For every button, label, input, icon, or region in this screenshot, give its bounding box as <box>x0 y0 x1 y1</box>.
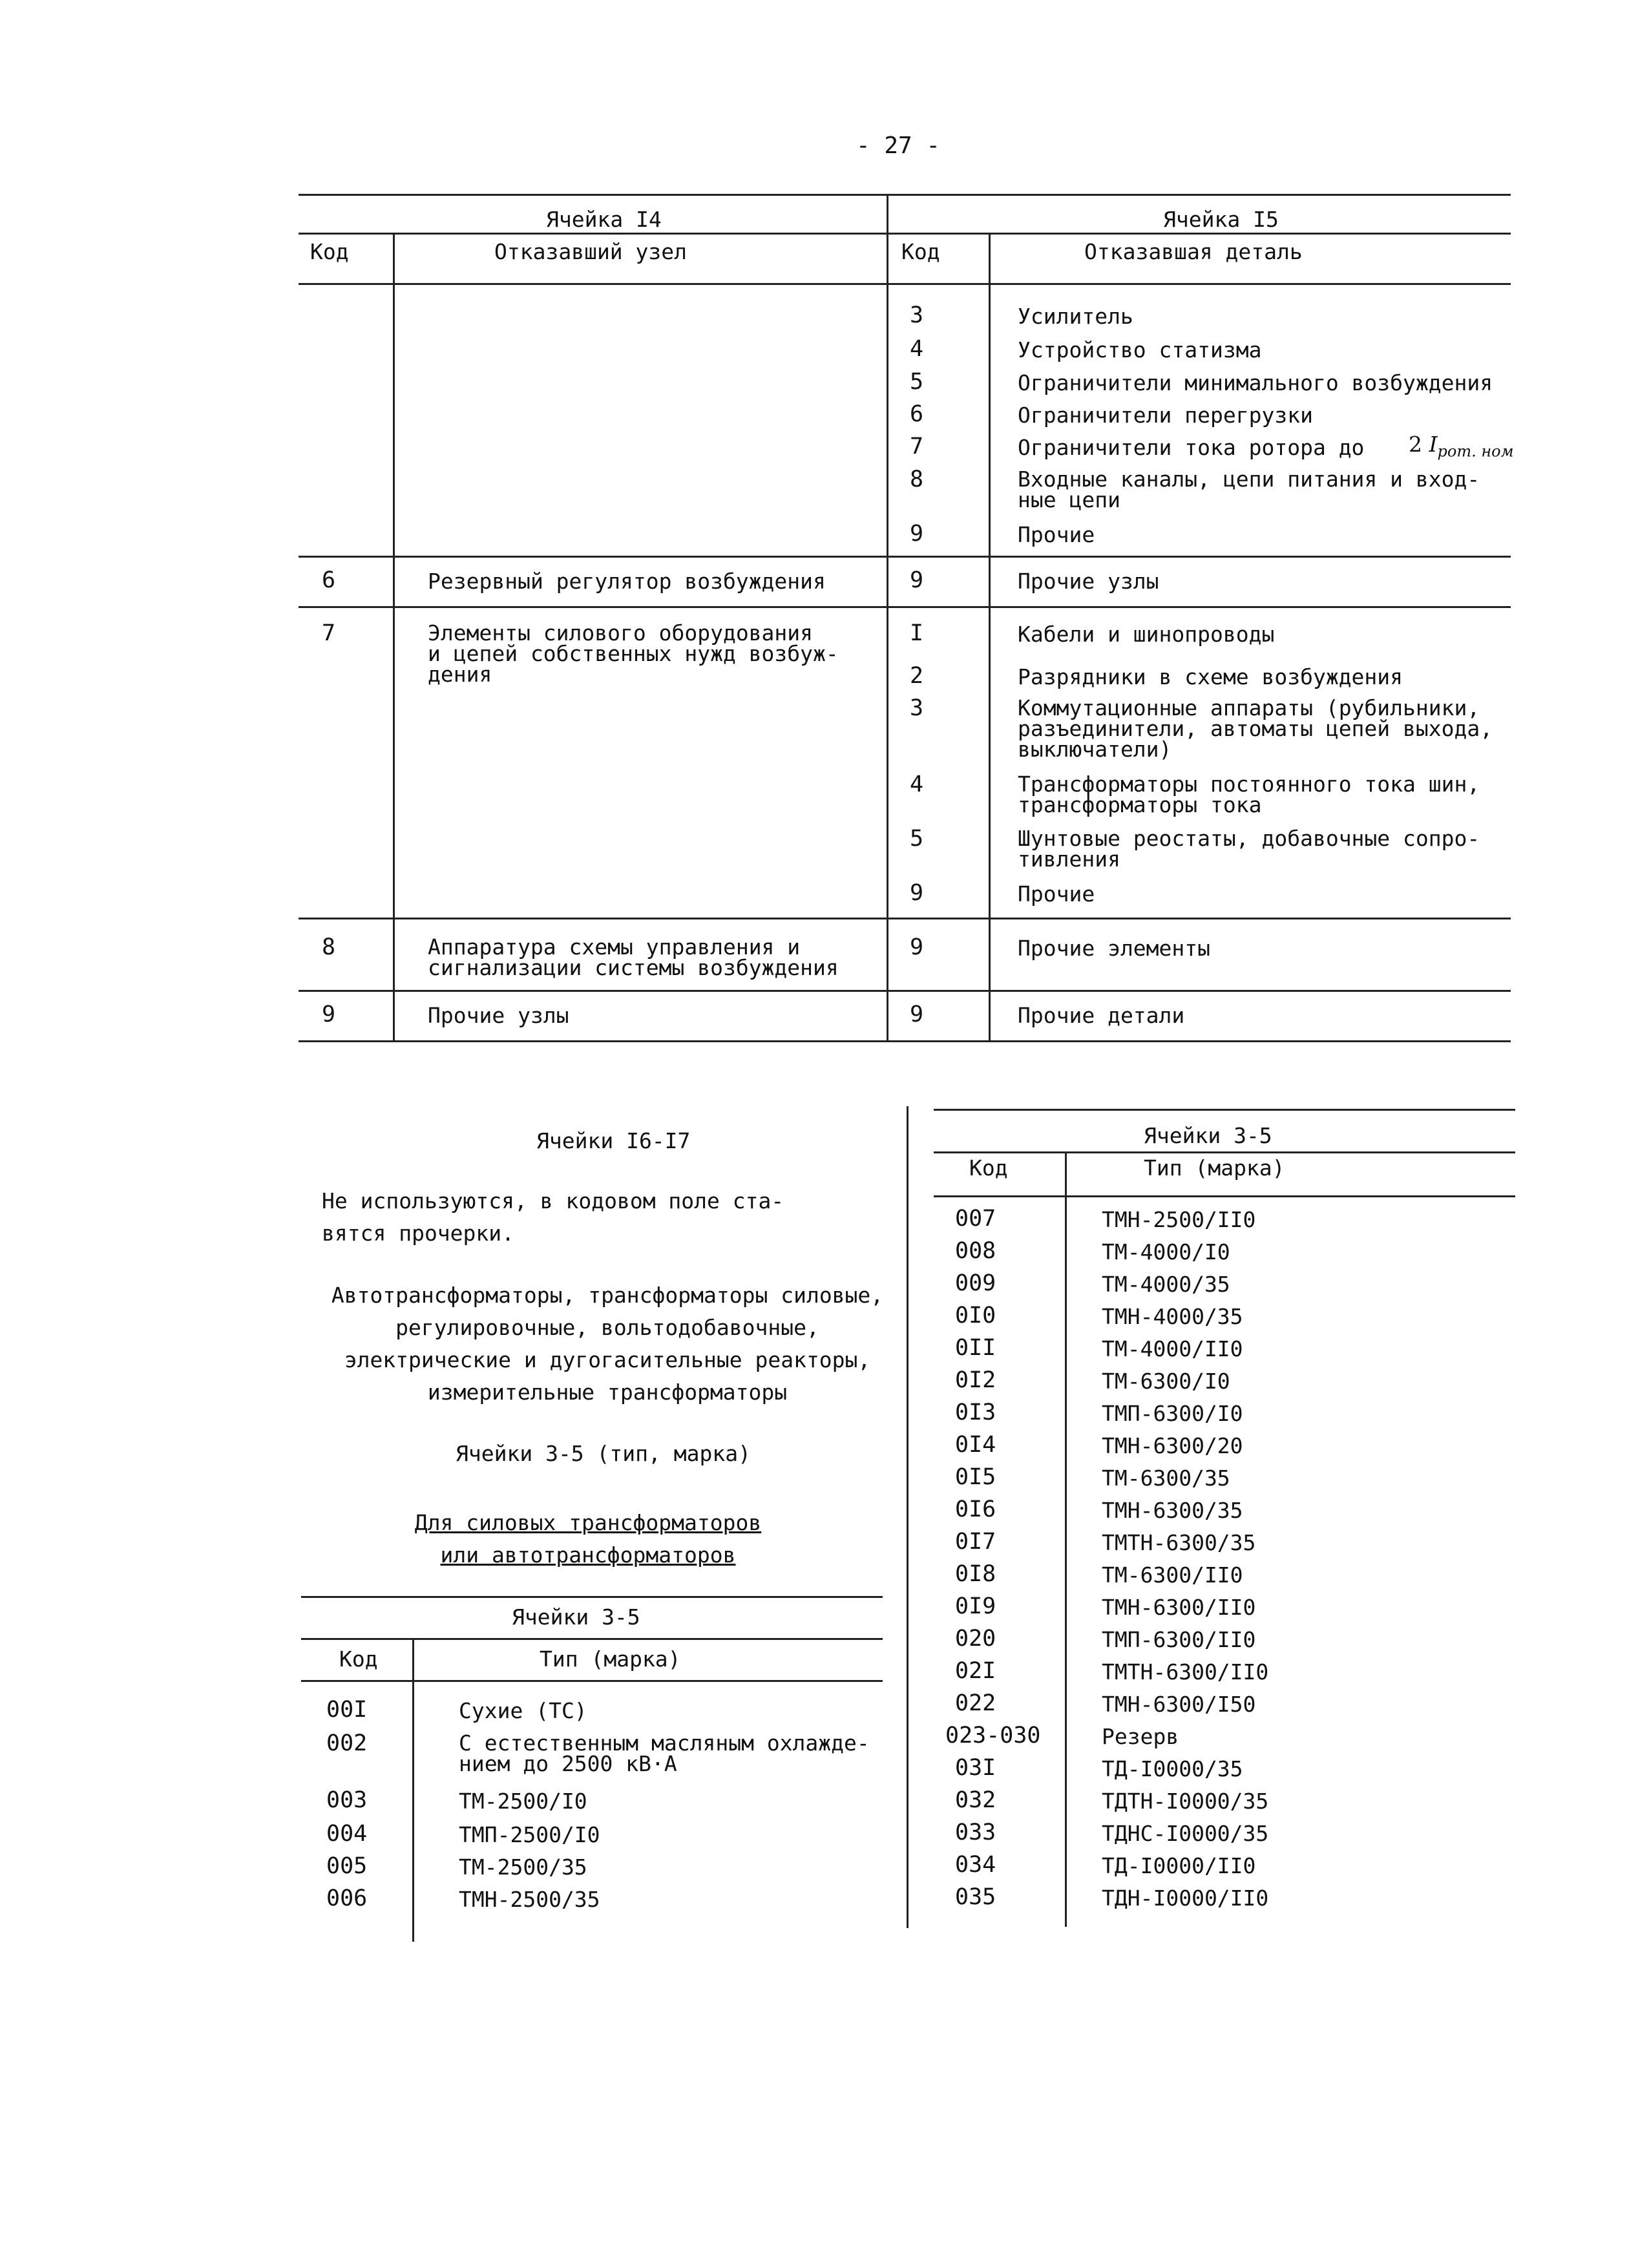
table1-subheader-rule-left <box>299 233 880 235</box>
table3-kod: 02I <box>955 1658 996 1684</box>
part-kod: I <box>910 620 924 646</box>
table3-kod: 032 <box>955 1787 996 1813</box>
table3-kod: 007 <box>955 1206 996 1232</box>
cells-3-5-type-title: Ячейки 3-5 (тип, марка) <box>456 1441 751 1466</box>
table1-col-kod2: Код <box>901 239 940 264</box>
table3-type: ТМН-6300/35 <box>1102 1498 1243 1523</box>
table3-kod: 008 <box>955 1238 996 1264</box>
table2-kod: 003 <box>326 1787 368 1813</box>
page-number: - 27 - <box>856 132 941 159</box>
part-kod: 7 <box>910 434 924 459</box>
table3-kod: 0I7 <box>955 1529 996 1555</box>
table1-top-rule <box>299 194 1511 196</box>
not-used-note: Не используются, в кодовом поле ста- вятся прочерки. <box>322 1188 784 1246</box>
table2-type: ТМ-2500/I0 <box>459 1789 587 1814</box>
table2-kod: 005 <box>326 1853 368 1879</box>
table3-col-type: Тип (марка) <box>1144 1155 1285 1181</box>
table1-row-rule <box>299 606 1511 608</box>
row-kod: 8 <box>322 934 336 960</box>
table3-top-rule <box>934 1109 1515 1111</box>
table1-col-kod: Код <box>310 239 349 264</box>
table3-kod: 020 <box>955 1626 996 1652</box>
table3-kod: 022 <box>955 1690 996 1716</box>
power-transformers-heading: Для силовых трансформаторов или автотрансформаторов <box>414 1510 762 1568</box>
table3-kod: 0I0 <box>955 1303 996 1328</box>
table3-kod: 034 <box>955 1852 996 1878</box>
table3-header: Ячейки 3-5 <box>1144 1123 1272 1148</box>
table3-type: ТМН-6300/I50 <box>1102 1692 1256 1717</box>
table3-type: ТМТН-6300/35 <box>1102 1530 1256 1555</box>
part-kod: 6 <box>910 401 924 427</box>
table3-type: ТМ-4000/35 <box>1102 1272 1230 1297</box>
table1-col-divider <box>393 233 395 1040</box>
part-kod: 4 <box>910 336 924 362</box>
table3-type: Резерв <box>1102 1724 1179 1749</box>
table1-row-rule <box>299 556 1511 558</box>
part-text: Кабели и шинопроводы <box>1018 622 1275 647</box>
table3-kod: 0I9 <box>955 1593 996 1619</box>
rotor-formula-sym: I <box>1429 432 1438 457</box>
table2-top-rule <box>301 1596 883 1598</box>
table1-header-left: Ячейка I4 <box>546 207 662 232</box>
rotor-current-formula <box>1409 433 1514 463</box>
part-kod: 8 <box>910 467 924 492</box>
table3-kod: 035 <box>955 1884 996 1910</box>
part-text: Ограничители минимального возбуждения <box>1018 370 1493 395</box>
part-text: Устройство статизма <box>1018 337 1262 362</box>
table2-header: Ячейки 3-5 <box>512 1604 640 1630</box>
part-text: Прочие <box>1018 522 1095 547</box>
table2-col-kod: Код <box>339 1646 378 1672</box>
column-separator <box>907 1106 909 1928</box>
table3-kod: 03I <box>955 1755 996 1781</box>
table3-kod: 009 <box>955 1270 996 1296</box>
table2-kod: 00I <box>326 1697 368 1723</box>
part-text: Прочие <box>1018 881 1095 907</box>
table3-type: ТМ-6300/35 <box>1102 1465 1230 1491</box>
table3-type: ТМН-6300/20 <box>1102 1433 1243 1458</box>
part-text: Разрядники в схеме возбуждения <box>1018 664 1403 689</box>
table1-col-part: Отказавшая деталь <box>1084 239 1303 264</box>
row-node: Аппаратура схемы управления и сигнализации системы возбуждения <box>428 934 839 980</box>
table2-subheader-rule <box>301 1638 883 1640</box>
table1-col-divider <box>989 233 991 1040</box>
table3-type: ТМН-2500/II0 <box>1102 1207 1256 1232</box>
part-kod: 5 <box>910 826 924 852</box>
part-text: Ограничители перегрузки <box>1018 403 1313 428</box>
cells-16-17-title: Ячейки I6-I7 <box>536 1128 691 1153</box>
table3-type: ТМ-6300/I0 <box>1102 1369 1230 1394</box>
table3-kod: 0I4 <box>955 1432 996 1458</box>
table3-kod: 0I3 <box>955 1400 996 1425</box>
table2-kod: 002 <box>326 1730 368 1756</box>
part-kod: 5 <box>910 369 924 395</box>
table1-header-bottom-rule <box>299 283 1511 285</box>
table2-type: Сухие (ТС) <box>459 1698 587 1723</box>
part-kod: 9 <box>910 880 924 906</box>
table2-type: ТМП-2500/I0 <box>459 1822 600 1847</box>
table3-type: ТМ-6300/II0 <box>1102 1562 1243 1588</box>
part-text: Ограничители тока ротора до <box>1018 435 1365 460</box>
table3-kod: 0I5 <box>955 1464 996 1490</box>
table3-type: ТМП-6300/I0 <box>1102 1401 1243 1426</box>
table3-type: ТМН-6300/II0 <box>1102 1595 1256 1620</box>
table3-type: ТМН-4000/35 <box>1102 1304 1243 1329</box>
table3-type: ТМ-4000/II0 <box>1102 1336 1243 1361</box>
part-text: Усилитель <box>1018 304 1133 329</box>
table3-type: ТДН-I0000/II0 <box>1102 1885 1269 1911</box>
table1-header-right: Ячейка I5 <box>1163 207 1279 232</box>
table1-col-node: Отказавший узел <box>494 239 688 264</box>
table3-header-bottom-rule <box>934 1195 1515 1197</box>
part-text: Прочие элементы <box>1018 936 1211 961</box>
part-kod: 2 <box>910 663 924 689</box>
table1-subheader-rule-right <box>880 233 1511 235</box>
row-kod: 9 <box>322 1002 336 1027</box>
table3-col-divider <box>1065 1151 1067 1927</box>
row-node: Элементы силового оборудования и цепей собственных нужд возбуж- дения <box>428 620 839 687</box>
part-kod: 9 <box>910 521 924 547</box>
part-kod: 3 <box>910 302 924 328</box>
table3-kod: 033 <box>955 1820 996 1845</box>
part-kod: 4 <box>910 772 924 797</box>
table2-type: С естественным масляным охлажде- нием до 2500 кВ·А <box>459 1730 870 1776</box>
table3-type: ТМТН-6300/II0 <box>1102 1659 1269 1685</box>
part-kod: 9 <box>910 934 924 960</box>
table3-type: ТДНС-I0000/35 <box>1102 1821 1269 1846</box>
part-kod: 9 <box>910 1002 924 1027</box>
table3-type: ТДТН-I0000/35 <box>1102 1789 1269 1814</box>
row-kod: 6 <box>322 567 336 593</box>
table2-kod: 004 <box>326 1821 368 1847</box>
table1-row-rule <box>299 918 1511 919</box>
part-text: Шунтовые реостаты, добавочные сопро- тивления <box>1018 826 1480 872</box>
part-text: Входные каналы, цепи питания и вход- ные цепи <box>1018 467 1480 512</box>
rotor-formula-num: 2 <box>1409 432 1422 457</box>
row-kod: 7 <box>322 620 336 646</box>
part-text: Трансформаторы постоянного тока шин, трансформаторы тока <box>1018 772 1480 817</box>
part-kod: 9 <box>910 567 924 593</box>
table2-header-bottom-rule <box>301 1680 883 1682</box>
table2-type: ТМН-2500/35 <box>459 1887 600 1912</box>
table3-type: ТМП-6300/II0 <box>1102 1627 1256 1652</box>
table3-type: ТД-I0000/II0 <box>1102 1853 1256 1878</box>
table2-kod: 006 <box>326 1885 368 1911</box>
table3-col-kod: Код <box>969 1155 1008 1181</box>
part-text: Прочие узлы <box>1018 569 1159 594</box>
table3-kod: 0I2 <box>955 1367 996 1393</box>
table1-row-rule <box>299 990 1511 992</box>
table3-kod: 023-030 <box>945 1723 1041 1748</box>
table3-type: ТМ-4000/I0 <box>1102 1239 1230 1265</box>
rotor-formula-sub: рот. ном <box>1437 442 1514 461</box>
table3-kod: 0I6 <box>955 1496 996 1522</box>
table3-subheader-rule <box>934 1151 1515 1153</box>
row-node: Прочие узлы <box>428 1003 569 1028</box>
part-text: Прочие детали <box>1018 1003 1185 1028</box>
part-text: Коммутационные аппараты (рубильники, разъединители, автоматы цепей выхода, выключатели) <box>1018 695 1493 762</box>
table2-type: ТМ-2500/35 <box>459 1854 587 1880</box>
table2-col-type: Тип (марка) <box>540 1646 681 1672</box>
table3-kod: 0II <box>955 1335 996 1361</box>
table3-kod: 0I8 <box>955 1561 996 1587</box>
table2-col-divider <box>412 1638 414 1942</box>
part-kod: 3 <box>910 695 924 721</box>
section-title: Автотрансформаторы, трансформаторы силовые, регулировочные, вольтодобавочные, электрические и дугогасительные реакторы, измерительные трансформаторы <box>331 1283 884 1405</box>
row-node: Резервный регулятор возбуждения <box>428 569 826 594</box>
table1-bottom-rule <box>299 1040 1511 1042</box>
table3-type: ТД-I0000/35 <box>1102 1756 1243 1781</box>
table1-col-divider <box>887 194 888 1040</box>
